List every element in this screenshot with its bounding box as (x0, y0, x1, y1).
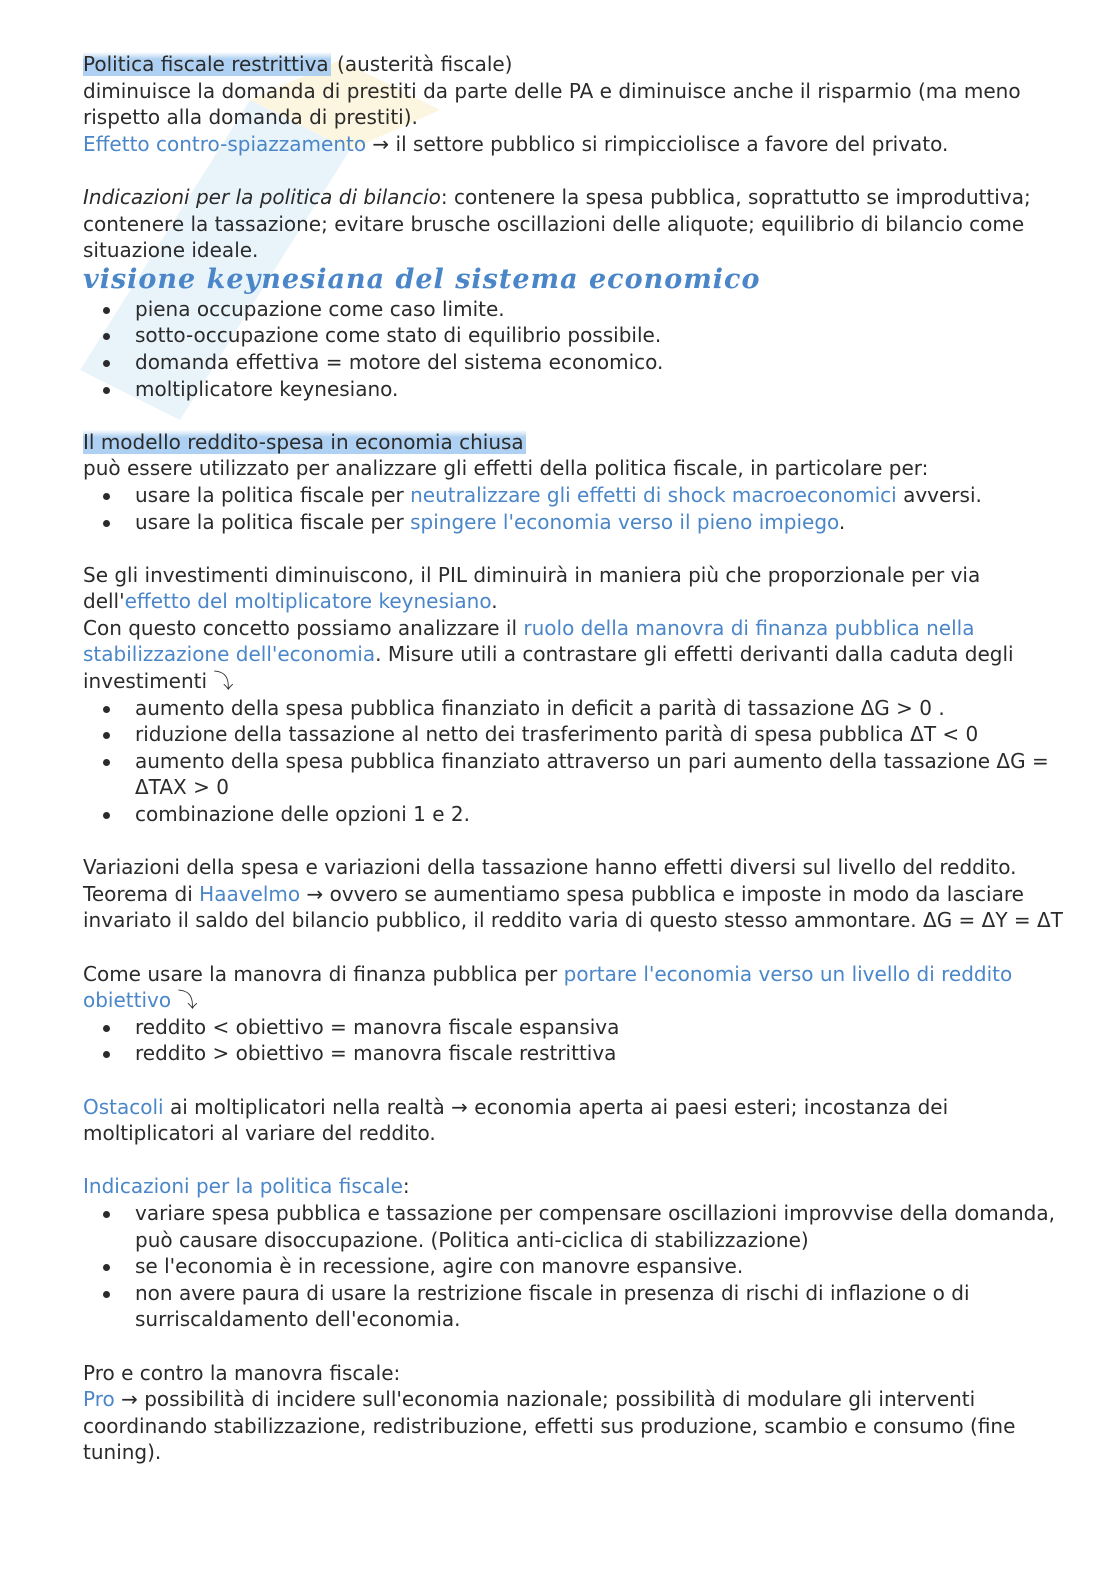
list-item: se l'economia è in recessione, agire con manovre espansive. (83, 1253, 1063, 1280)
heading-austerity: Politica fiscale restrittiva (83, 52, 329, 76)
measures-list (83, 695, 1063, 828)
list-item: reddito < obiettivo = manovra fiscale espansiva (83, 1014, 1063, 1041)
list-item: riduzione della tassazione al netto dei trasferimento parità di spesa pubblica ΔT < 0 (83, 721, 1063, 748)
paragraph-haavelmo: Variazioni della spesa e variazioni della tassazione hanno effetti diversi sul livello del reddito. Teorema di Haavelmo → ovvero se aumentiamo spesa pubblica e imposte in modo da lasciare invariato il saldo del bilancio pubblico, il reddito varia di questo stesso ammontare. ΔG = ΔY = ΔT (83, 855, 1063, 933)
section-title-keynes: visione keynesiana del sistema economico (83, 263, 761, 295)
fiscal-list (83, 1200, 1063, 1333)
paragraph-target-income: Come usare la manovra di finanza pubblica per portare l'economia verso un livello di reddito obiettivo ⤵ (83, 961, 1013, 1013)
list-item: aumento della spesa pubblica finanziato attraverso un pari aumento della tassazione ΔG = ΔTAX > 0 (83, 748, 1063, 801)
paragraph-obstacles: Ostacoli ai moltiplicatori nella realtà → economia aperta ai paesi esteri; incostanza dei moltiplicatori al variare del reddito. (83, 1094, 949, 1146)
paragraph-budget-policy: Indicazioni per la politica di bilancio: contenere la spesa pubblica, soprattutto se improduttiva; contenere la tassazione; evitare brusche oscillazioni delle aliquote; equilibrio di bilancio come situazione ideale. (83, 184, 1031, 263)
list-item: combinazione delle opzioni 1 e 2. (83, 801, 1063, 828)
list-item: sotto-occupazione come stato di equilibrio possibile. (83, 322, 1063, 349)
paragraph-model: Il modello reddito-spesa in economia chiusa può essere utilizzato per analizzare gli effetti della politica fiscale, in particolare per: (83, 429, 929, 481)
list-item: piena occupazione come caso limite. (83, 296, 1063, 323)
target-list (83, 1014, 1063, 1067)
keynes-list (83, 296, 1063, 402)
paragraph-pro-contro: Pro e contro la manovra fiscale: Pro → possibilità di incidere sull'economia nazionale; possibilità di modulare gli interventi coordinando stabilizzazione, redistribuzione, effetti sus produzione, scambio e consumo (fine tuning). (83, 1360, 1016, 1465)
paragraph-investments: Se gli investimenti diminuiscono, il PIL diminuirà in maniera più che proporzionale per via dell'effetto del moltiplicatore keynesiano. Con questo concetto possiamo analizzare il ruolo della manovra di finanza pubblica nella stabilizzazione dell'economia. Misure utili a contrastare gli effetti derivanti dalla caduta degli investimenti ⤵ (83, 562, 1014, 694)
document-page (83, 51, 1063, 1466)
term-crowding-in: Effetto contro-spiazzamento (83, 131, 367, 156)
list-item: domanda effettiva = motore del sistema economico. (83, 349, 1063, 376)
paragraph-austerity: Politica fiscale restrittiva (austerità fiscale) diminuisce la domanda di prestiti da parte delle PA e diminuisce anche il risparmio (ma meno rispetto alla domanda di prestiti). Effetto contro-spiazzamento → il settore pubblico si rimpicciolisce a favore del privato. (83, 52, 1021, 156)
list-item: aumento della spesa pubblica finanziato in deficit a parità di tassazione ΔG > 0 . (83, 695, 1063, 722)
list-item: usare la politica fiscale per spingere l'economia verso il pieno impiego. (83, 509, 1063, 536)
heading-model: Il modello reddito-spesa in economia chiusa (83, 429, 524, 454)
list-item: moltiplicatore keynesiano. (83, 376, 1063, 403)
list-item: variare spesa pubblica e tassazione per compensare oscillazioni improvvise della domanda, può causare disoccupazione. (Politica anti-ciclica di stabilizzazione) (83, 1200, 1063, 1253)
list-item: non avere paura di usare la restrizione fiscale in presenza di rischi di inflazione o di surriscaldamento dell'economia. (83, 1280, 1063, 1333)
list-item: reddito > obiettivo = manovra fiscale restrittiva (83, 1040, 1063, 1067)
list-item: usare la politica fiscale per neutralizzare gli effetti di shock macroeconomici avversi. (83, 482, 1063, 509)
model-list (83, 482, 1063, 535)
paragraph-fiscal-indications: Indicazioni per la politica fiscale: (83, 1174, 410, 1199)
